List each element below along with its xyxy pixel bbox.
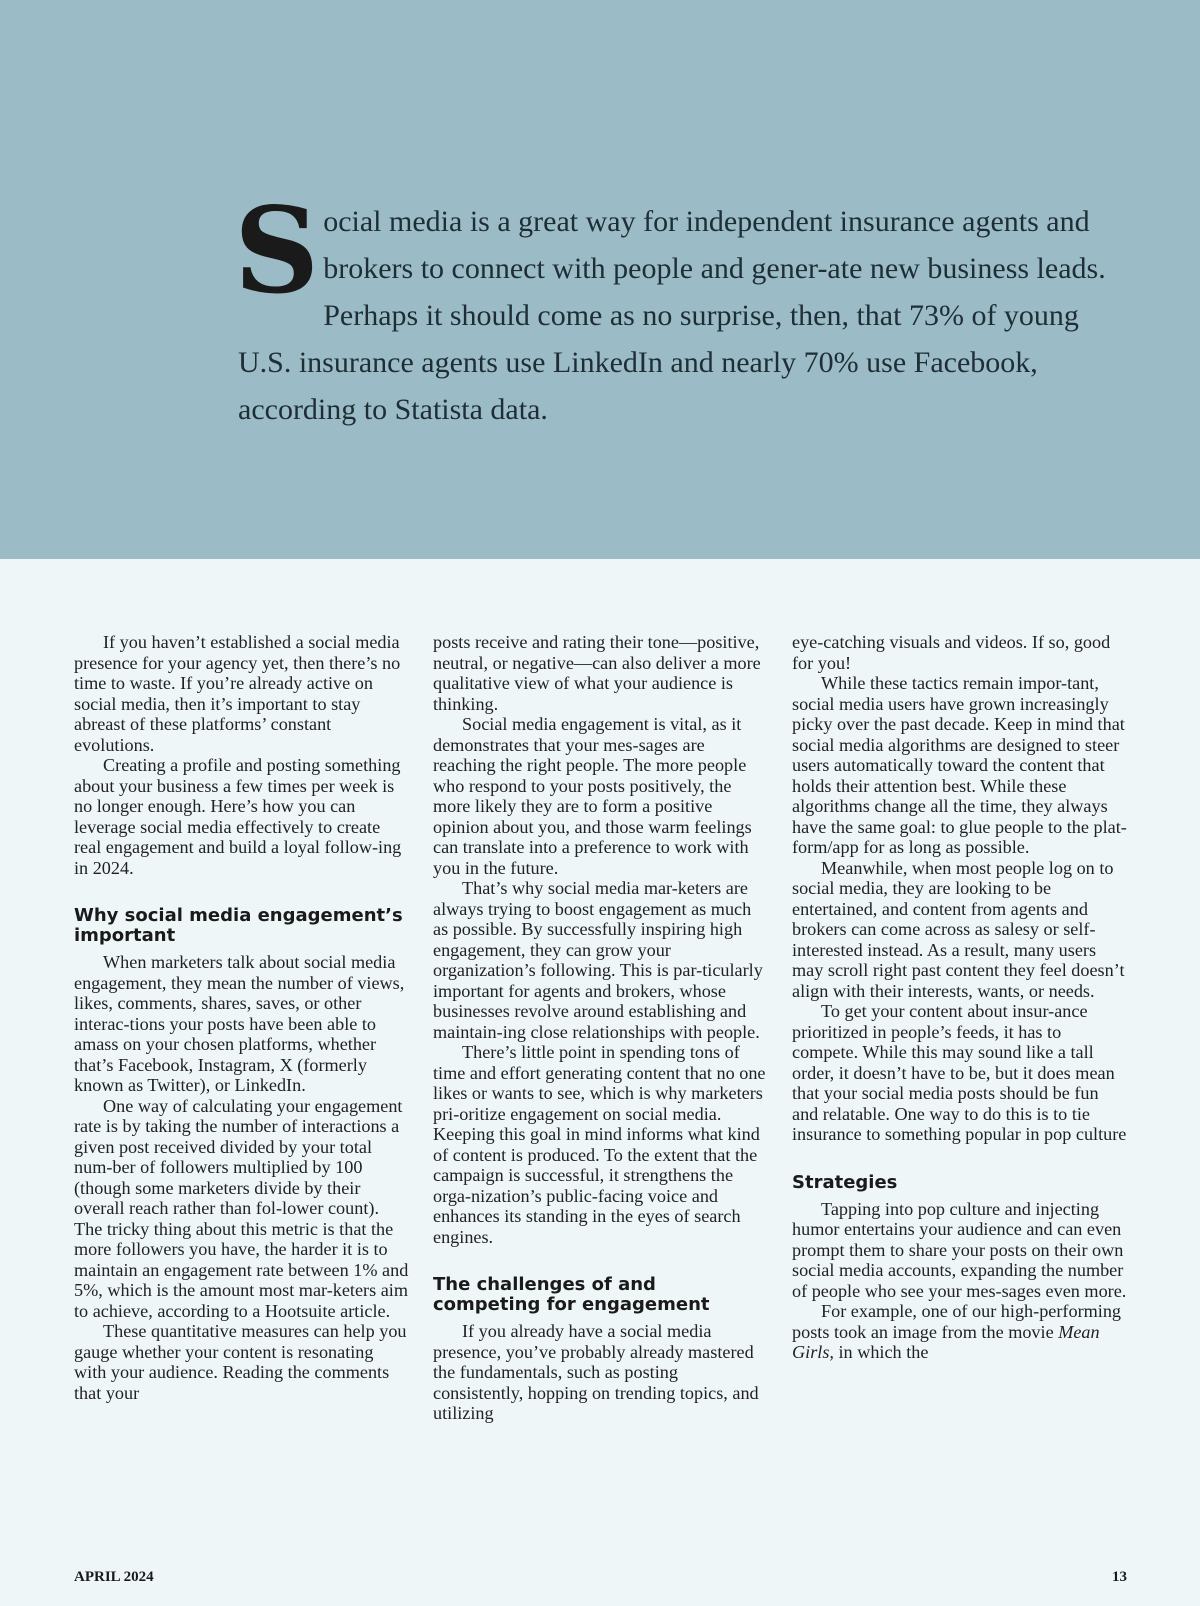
intro-text: ocial media is a great way for independent insurance agents and brokers to connect with people and gener-ate new business leads. Perhaps it should come as no surprise, then, that 73% of young U.S. insurance agents use LinkedIn and nearly 70% use Facebook, according to Statista data. [238, 205, 1106, 426]
paragraph [792, 1301, 1127, 1363]
text-run: in which the [833, 1342, 929, 1362]
paragraph: One way of calculating your engagement rate is by taking the number of interactions a given post received divided by your total num-ber of followers multiplied by 100 (though some marketers divide by their overall reach rather than fol-lower count). The tricky thing about this metric is that the more followers you have, the harder it is to maintain an engagement rate between 1% and 5%, which is the amount most mar-keters aim to achieve, according to a Hootsuite article. [74, 1095, 409, 1321]
paragraph: If you already have a social media presence, you’ve probably already mastered the fundamentals, such as posting consistently, hopping on trending topics, and utilizing [433, 1321, 759, 1423]
column-1 [74, 632, 409, 1542]
issue-date: APRIL 2024 [74, 1569, 154, 1585]
paragraph: eye-catching visuals and videos. If so, good for you! [792, 632, 1111, 673]
column-3 [792, 632, 1127, 1542]
intro-paragraph [234, 181, 1118, 433]
paragraph: If you haven’t established a social media presence for your agency yet, then there’s no time to waste. If you’re already active on social media, then it’s important to stay abreast of these platforms’ constant evolutions. [74, 632, 401, 755]
paragraph: posts receive and rating their tone—positive, neutral, or negative—can also deliver a more qualitative view of what your audience is thinking. [433, 632, 761, 714]
paragraph: Creating a profile and posting something about your business a few times per week is no longer enough. Here’s how you can leverage social media effectively to create real engagement and build a loyal follow-ing in 2024. [74, 755, 402, 878]
paragraph: Social media engagement is vital, as it demonstrates that your mes-sages are reaching the right people. The more people who respond to your posts positively, the more likely they are to form a positive opinion about you, and those warm feelings can translate into a preference to work with you in the future. [433, 714, 752, 878]
section-heading: Why social media engagement’s important [74, 905, 403, 946]
article-body [74, 632, 1128, 1542]
paragraph: Meanwhile, when most people log on to social media, they are looking to be entertained, and content from agents and brokers can come across as salesy or self-interested instead. As a result, many users may scroll right past content they feel doesn’t align with their interests, wants, or needs. [792, 857, 1125, 1001]
text-run: For example, one of our high-performing posts took an image from the movie [792, 1301, 1122, 1342]
paragraph: There’s little point in spending tons of time and effort generating content that no one likes or wants to see, which is why marketers pri-oritize engagement on social media. Keeping this goal in mind informs what kind of content is produced. To the extent that the campaign is successful, it strengthens the orga-nization’s public-facing voice and enhances its standing in the eyes of search engines. [433, 1042, 766, 1247]
section-heading: Strategies [792, 1171, 898, 1193]
paragraph: To get your content about insur-ance prioritized in people’s feeds, it has to compete. While this may sound like a tall order, it doesn’t have to be, but it does mean that your social media posts should be fun and relatable. One way to do this is to tie insurance to something popular in pop culture [792, 1001, 1127, 1144]
paragraph: When marketers talk about social media engagement, they mean the number of views, likes, comments, shares, saves, or other interac-tions your posts have been able to amass on your chosen platforms, whether that’s Facebook, Instagram, X (formerly known as Twitter), or LinkedIn. [74, 952, 405, 1095]
section-heading: The challenges of and competing for engagement [433, 1274, 710, 1315]
paragraph: These quantitative measures can help you gauge whether your content is resonating with your audience. Reading the comments that your [74, 1321, 407, 1403]
column-2 [433, 632, 768, 1542]
drop-cap: S [234, 181, 320, 320]
paragraph: While these tactics remain impor-tant, social media users have grown increasingly picky over the past decade. Keep in mind that social media algorithms are designed to steer users automatically toward the content that holds their attention best. While these algorithms change all the time, they always have the same goal: to glue people to the plat-form/app for as long as possible. [792, 673, 1127, 857]
paragraph: Tapping into pop culture and injecting humor entertains your audience and can even prompt them to share your posts on their own social media accounts, expanding the number of people who see your mes-sages even more. [792, 1198, 1127, 1301]
page-number: 13 [1112, 1569, 1127, 1585]
movie-title: Mean Girls, [792, 1321, 1100, 1362]
paragraph: That’s why social media mar-keters are always trying to boost engagement as much as possible. By successfully inspiring high engagement, they can grow your organization’s following. This is par-ticularly important for agents and brokers, whose businesses revolve around establishing and maintain-ing close relationships with people. [433, 878, 763, 1042]
